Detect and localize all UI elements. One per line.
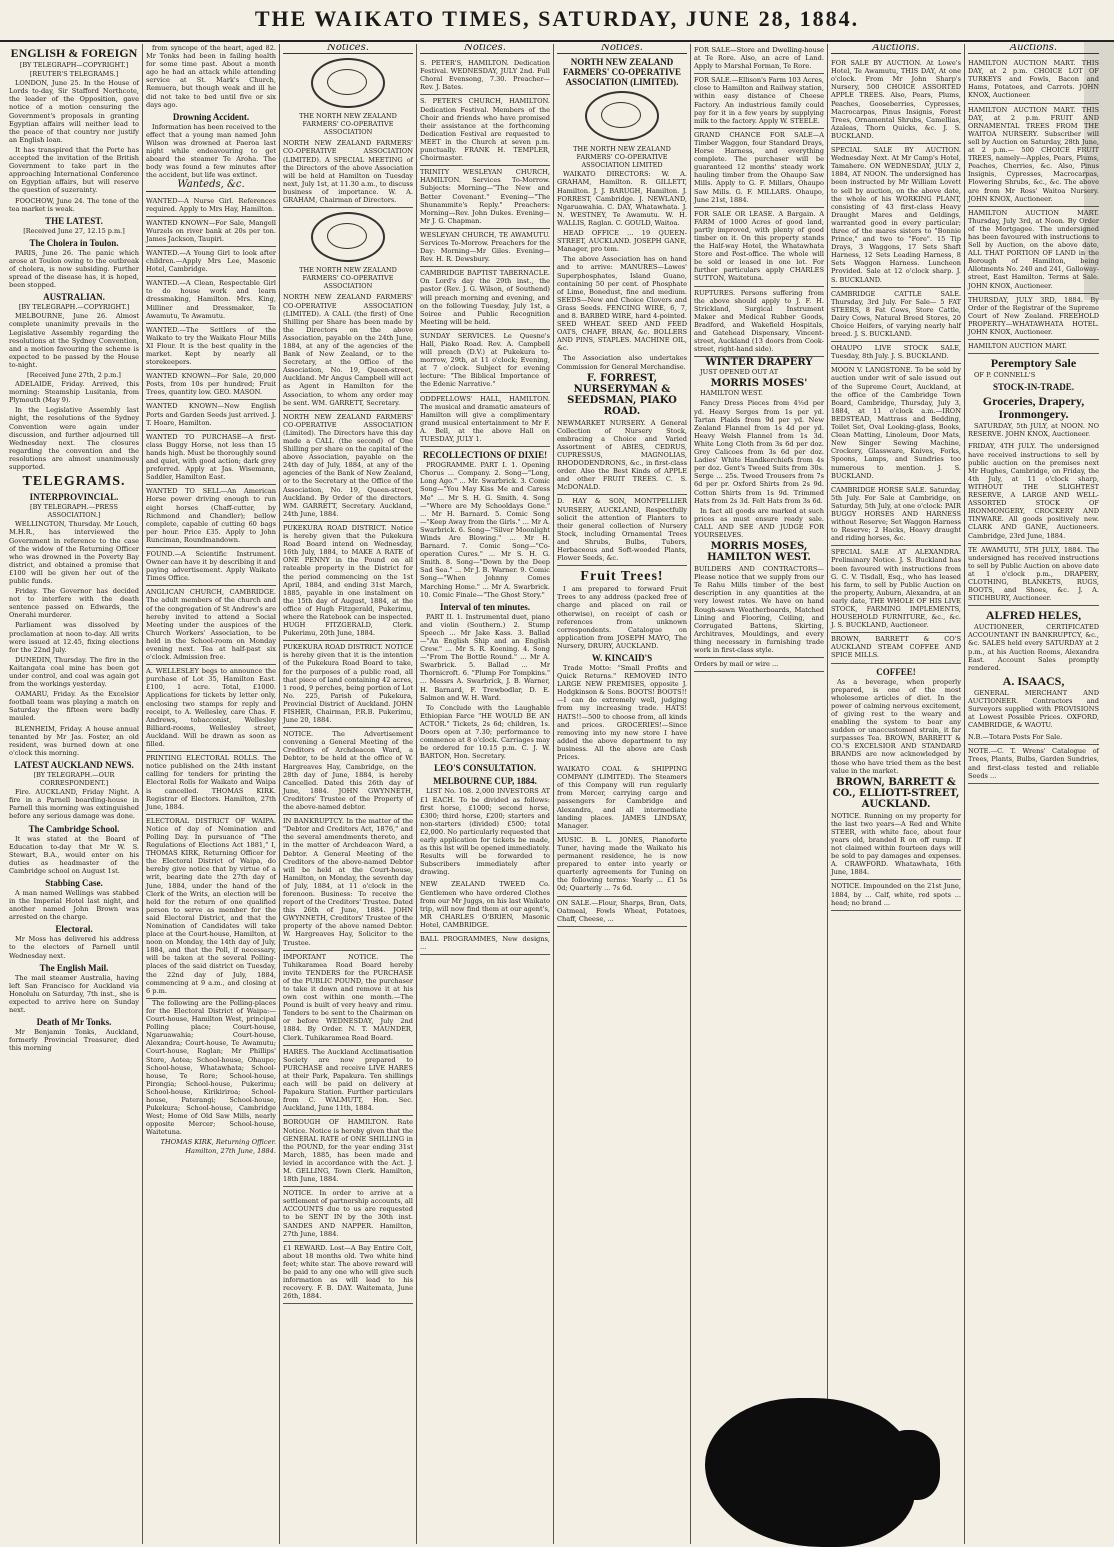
advertisement: N.B.—Totara Posts For Sale. (968, 731, 1099, 745)
section-heading: THE LATEST. (45, 215, 103, 226)
section-heading: TELEGRAMS. (22, 474, 126, 490)
article-paragraph: The following are the Polling-places for the Electoral District of Waipa:—Court-house, Hamilton West, principal Polling place; Court-house, Ngaruawahia; Court-house, Alexandra; Court-house, Te Awamutu; Court-house, Raglan; Mr Phillips' Store, Aotea; School-house, Ohaupo; School-house, Whatawhata; School-house, Te Rore; School-house, Pirongia; School-house, Pukerimu; School-house, Kirikiriroa; School-house, Paterangi; School-house, Pukekura; School-house, Cambridge West; Home of Old Saw Mills, nearly opposite Mercer; School-house, Waitetuna. (146, 998, 276, 1137)
advertisement: BROWN, BARRETT & CO'S AUCKLAND STEAM COFFEE AND SPICE MILLS. (831, 633, 961, 663)
section-heading: A. ISAACS, (1002, 673, 1065, 688)
advertisement: WANTED TO SELL—An American Horse power driving enough to run eight horses (Chaff-cutter, by Richmond and Chandler); bellow complete, capable of cutting 60 bags per hour. Price £35. Apply to John Runciman, Roundmandown. (146, 485, 276, 548)
article-paragraph: The mail steamer Australia, having left San Francisco for Auckland via Honolulu on Saturday, 7th inst., she is expected to arrive here on Sunday next. (9, 973, 139, 1014)
article-paragraph: As a beverage, when properly prepared, is one of the most wholesome articles of diet. In the power of calming nervous excitement, of giving rest to the weary and enabling the system to bear any sudden or unaccustomed strain, it far surpasses Tea. BROWN, BARRETT & CO.'S EXCELSIOR AND STANDARD BRANDS are now acknowledged by those who have tried them as the best value in the market. (831, 677, 961, 775)
association-seal-icon (585, 91, 659, 141)
advertisement: HAMILTON AUCTION MART. Thursday, July 3rd, at Noon. By Order of the Mortgagee. The undersigned has been favoured with instructions to Sell by Auction, on the above date, ALL THAT PORTION OF LAND in the Borough of Hamilton, being Allotments No. 240 and 241, Galloway-street, East Hamilton. Terms at Sale. JOHN KNOX, Auctioneer. (968, 207, 1099, 294)
advertisement: WAIKATO COAL & SHIPPING COMPANY (LIMITED). The Steamers of this Company will run regularly from Mercer, carrying cargo and passengers for Cambridge and Alexandra, and all intermediate landing places. JAMES LINDSAY, Manager. (557, 763, 687, 834)
section-heading: The English Mail. (39, 962, 109, 973)
article-paragraph: from syncope of the heart, aged 82. Mr Tonks had been in failing health for some time past. About a month ago he had an attack while attending service at St. Mark's Church, Remuera, but though weak and ill he did not take to bed until five or six days ago. (146, 44, 276, 109)
advertisement: ELECTORAL DISTRICT OF WAIPA. Notice of day of Nomination and Polling Day. In pursuance of "The Regulations of Elections Act 1881," I, THOMAS KIRK, Returning Officer for the Electoral District of Waipa, do hereby give notice that by virtue of a writ, bearing date the 27th day of June, 1884, under the hand of the Clerk of the Writs, an election will be held for the return of one qualified person to serve as member for the said Electoral District, and that the Nomination of Candidates will take place at the Court-house, Hamilton, at noon on Monday, the 14th day of July, 1884, and that the Poll, if necessary, will be taken at the several Polling-places of the said district on Tuesday, the 22nd day of July, 1884, commencing at 9 a.m., and closing at 6 p.m. (146, 815, 276, 999)
advertisement: D. HAY & SON, MONTPELLIER NURSERY, AUCKLAND, Respectfully solicit the attention of Planters to their general collection of Nursery Stock, including Ornamental Trees and Shrubs, Bulbs, Tubers, Herbaceous and Soft-wooded Plants, Flower Seeds, &c. (557, 495, 687, 566)
section-heading: Death of Mr Tonks. (36, 1017, 112, 1028)
section-heading: Groceries, Drapery, Ironmongery. (982, 394, 1085, 422)
advertisement: NOTICE. The Advertisement convening a General Meeting of the Creditors of Archdeacon Ward, a Debtor, to be held at the office of W. Hargreaves Hay, Cambridge, on the 28th day of June, 1884, is hereby Cancelled. Dated this 26th day of June, 1884. JOHN GWYNNETH, Creditors' Trustee of the Property of the above-named debtor. (283, 728, 413, 815)
article-paragraph: WAIKATO DIRECTORS: W. A. GRAHAM, Hamilton. R. GILLETT, Hamilton. J. J. BARUGH, Hamilton. J. FORREST, Cambridge. J. NEWLAND, Ngaruawahia. C. DAY, Whatawhata. J. N. WESTNEY, Te Awamutu. W. H. WALLIS, Raglan. C. GOULD, Waitoa. (557, 170, 687, 227)
advertisement: NEW ZEALAND TWEED Co. Gentlemen who have ordered Clothes from our Mr Juggs, on his last Waikato trip, will now find them at our agent's, MR CHARLES O'BRIEN, Masonic Hotel, CAMBRIDGE. (420, 878, 550, 933)
advertisement: RUPTURES. Persons suffering from the above should apply to J. F. H. Strickland, Surgical Instrument Maker and Medical Rubber Goods, Bradford, and Wakefield Hospitals, and Gatehead Dispensary, Vincent-street, Auckland (13 doors from Cook-street, right-hand side). (694, 287, 824, 358)
page-columns (6, 44, 1110, 1544)
advertisement: THURSDAY, JULY 3RD, 1884. By Order of the Registrar of the Supreme Court of New Zealand. FREEHOLD PROPERTY—WHATAWHATA HOTEL. JOHN KNOX, Auctioneer. (968, 294, 1099, 340)
dateline: [BY TELEGRAPH.—OUR CORRESPONDENT.] (33, 770, 115, 788)
advertisement: FRIDAY, 4TH JULY. The undersigned have received instructions to sell by public auction on the premises next Mr Hughes, Cambridge, on Friday, the 4th July, at 11 o'clock sharp, WITHOUT THE SLIGHTEST RESERVE, A LARGE AND WELL-ASSORTED STOCK OF IRONMONGERY, CROCKERY AND TINWARE. All goods positively new. CLARK AND GANE, Auctioneers. Cambridge, 23rd June, 1884. (968, 440, 1099, 543)
advertisement: FOR SALE.—Ellison's Farm 103 Acres, close to Hamilton and Railway station, within easy distance of Cheese Factory. An industrious family could pay for it in a few years by supplying milk to the factory. Apply W. STEELE. (694, 74, 824, 129)
advertisement: FOUND.—A Scientific Instrument. Owner can have it by describing it and paying advertisement. Apply Waikato Times Office. (146, 548, 276, 586)
advertisement: WANTED.—A Clean, Respectable Girl to do house work and learn dressmaking, Hamilton. Mrs. King, Milliner and Dressmaker, Te Awamutu, Te Awamutu. (146, 277, 276, 323)
article-paragraph: Mr Benjamin Tonks, Auckland, formerly Provincial Treasurer, died this morning (9, 1028, 139, 1053)
advertisement: S. PETER'S, HAMILTON. Dedication Festival. WEDNESDAY, JULY 2nd. Full Choral Evensong, 7.30. Preacher—Rev. J. Bates. (420, 57, 550, 95)
masthead (0, 0, 1114, 42)
dateline: [Received June 27, 12.15 p.m.] (23, 226, 125, 235)
advertisement: £1 REWARD. Lost—A Bay Entire Colt, about 18 months old. Two white hind feet; white star. The above reward will be paid to any one who will give such information as will lead to his recovery. F. B. DAY. Waitemata, June 26th, 1884. (283, 1242, 413, 1305)
column-2 (143, 44, 280, 1544)
advertisement: NOTICE. Running on my property for the last two years—A Red and White STEER, with white face, about four years old, branded R on off rump. If not claimed within fourteen days will be sold to pay damages and expenses. A. CRAWFORD. Whatawhata, 16th June, 1884. (831, 810, 961, 881)
section-label: Wanteds, &c. (146, 181, 276, 191)
article-paragraph: Parliament was dissolved by proclamation at noon to-day. All writs were issued at 12.45, fixing elections for the 22nd July. (9, 621, 139, 654)
article-paragraph: HAMILTON WEST. (700, 389, 764, 398)
section-heading: NORTH NEW ZEALAND FARMERS' CO-OPERATIVE ASSOCIATION (LIMITED). (563, 57, 681, 88)
article-paragraph: Mr Moss has delivered his address to the electors of Parnell until Wednesday next. (9, 935, 139, 960)
section-heading: Drowning Accident. (172, 111, 250, 122)
advertisement: ON SALE.—Flour, Sharps, Bran, Oats, Oatmeal, Fowls Wheat, Potatoes, Chaff, Cheese, ... (557, 897, 687, 927)
article-paragraph: JUST OPENED OUT AT (700, 368, 779, 377)
advertisement: HAMILTON AUCTION MART. (968, 340, 1099, 354)
advertisement: SPECIAL SALE AT ALEXANDRA. Preliminary Notice. J. S. Buckland has been favoured with instructions from G. C. V. Tisdall, Esq., who has leased his farm, to sell by Public Auction on the property, Auburn, Alexandra, at an early date, THE WHOLE OF HIS LIVE STOCK, FARMING IMPLEMENTS, HOUSEHOLD FURNITURE, &c., &c. J. S. BUCKLAND, Auctioneer. (831, 546, 961, 633)
seal-block (283, 58, 413, 136)
article-paragraph: LONDON, June 25. In the House of Lords to-day, Sir Stafford Northcote, the leader of the Opposition, gave notice of a motion censuring the Government's proposals in granting Egyptian affairs will neither lead to the peace of that country nor justify an English loan. (9, 79, 139, 144)
torn-corner (1084, 40, 1114, 300)
advertisement: WANTED.—The Settlers of the Waikato to try the Waikato Flour Mills XI Flour. It is the best quality in the market. Kept by nearly all storekeepers. (146, 324, 276, 370)
advertisement: CAMBRIDGE BAPTIST TABERNACLE. On Lord's day the 29th inst., the pastor (Rev. J. G. Wilson, of Southend) will preach morning and evening, and on the following Tuesday, July 1st, a Soiree and Public Recognition Meeting will be held. (420, 267, 550, 330)
seal-caption: THE NORTH NEW ZEALAND FARMERS' CO-OPERATIVE ASSOCIATION LIMITED (573, 145, 671, 170)
article-paragraph: WELLINGTON, Thursday. Mr Louch, M.H.R., has interviewed the Government in reference to the case of the widow of the Returning Officer who was drowned in the Poverty Bay district, and obtained a promise that £100 will be given her out of the public funds. (9, 520, 139, 585)
column-1 (6, 44, 143, 1544)
article-paragraph: Fire. AUCKLAND, Friday Night. A fire in a Parnell boarding-house in Parnell this morning was extinguished before any serious damage was done. (9, 788, 139, 821)
advertisement: WANTED KNOWN—For Sale, 20,000 Posts, from 10s per hundred; Fruit Trees, quantity low. GEO. MASON. (146, 370, 276, 400)
advertisement: SPECIAL SALE BY AUCTION. Wednesday Next. At Mr Camp's Hotel, Tamahere. ON WEDNESDAY, JULY 2, 1884, AT NOON. The undersigned has been instructed by Mr William Lovett to sell by auction, on the above date, the whole of his WORKING PLANT, consisting of 43 first-class Heavy Draught Mares and Geldings, warranted good in every particular; three of the mares sisters to "Bonnie Prince," and two to "Fore". 15 Tip Drays, 3 Waggons, 17 Sets Shaft Harness, 12 Sets Leading Harness, 8 Sets Waggon Harness. Luncheon Provided. Sale at 12 o'clock sharp. J. S. BUCKLAND. (831, 144, 961, 288)
article-paragraph: HEAD OFFICE ... 19 QUEEN-STREET, AUCKLAND. JOSEPH GANE, Manager, pro tem. (557, 229, 687, 254)
advertisement: TRINITY WESLEYAN CHURCH, HAMILTON. Services To-Morrow. Subjects: Morning—"The New and Better Covenant." Evening—"The Shunammite's Reply." Preachers: Morning—Rev. John Dukes. Evening—Mr J. G. Chapman. (420, 166, 550, 229)
advertisement: ODDFELLOWS' HALL, HAMILTON. The musical and dramatic amateurs of Hamilton will give a complimentary grand musical entertainment to Mr F. A. Bell, at the above Hall on TUESDAY, JULY 1. (420, 393, 550, 448)
advertisement: WESLEYAN CHURCH, TE AWAMUTU. Services To-Morrow. Preachers for the Day: Morning—Mr Giles. Evening—Rev. H. R. Dewsbury. (420, 229, 550, 267)
article-paragraph: PARIS, June 26. The panic which arose at Toulon owing to the outbreak of cholera, is now subsiding. Further spread of the disease has, it is hoped, been stopped. (9, 248, 139, 290)
section-heading: ALFRED HELES, (985, 608, 1082, 623)
column-6 (691, 44, 828, 1544)
advertisement: NORTH NEW ZEALAND FARMERS' CO-OPERATIVE ASSOCIATION (Limited). The Directors have this day made a CALL (the second) of One Shilling per share on the capital of the above Association, payable on the 24th day of July, 1884, at any of the agencies of the Bank of New Zealand, or to the Secretary at the Office of the Association, No. 19, Queen-street, Auckland. By Order of the directors. WM. GARRETT, Secretary. Auckland, 24th June, 1884. (283, 411, 413, 522)
article-paragraph: PROGRAMME. PART I. 1. Opening Chorus ... Company. 2. Song—"Long, Long Ago." ... Mr. Swarbrick. 3. Comic Song—"You May Kiss Me and Caress Me" ... Mr S. H. G. Smith. 4. Song—"Where are My Schooldays Gone." ... Mr H. Barnard. 5. Comic Song—"Keep Away from the Girls." ... Mr A. Swarbrick. 6. Song—"Silver Moonlight Winds Are Blowing." ... Mr H. Barnard. 7. Comic Song—"Co-operation Cures." ... Mr S. H. G. Smith. 8. Song—"Down by the Deep Sad Sea." ... Mr J. B. Warner. 9. Comic Song—"When Johnny Comes Marching Home." ... Mr A. Swarbrick. 10. Comic Finale—"The Ghost Story." (420, 461, 550, 599)
article-paragraph: Trade Motto: "Small Profits and Quick Returns." REMOVED INTO LARGE NEW PREMISES, opposite J. Hodgkinson & Sons. BOOTS! BOOTS!!—I can do extremely well, judging from my increasing trade. HATS! HATS!!—500 to choose from, all kinds and prices. GROCERIES!—Since removing into my new store I have added the above department to my business. All the above are Cash Prices. (557, 663, 687, 761)
column-4 (417, 44, 554, 1544)
display-heading: MORRIS MOSES, HAMILTON WEST. (707, 541, 811, 564)
advertisement: BOROUGH OF HAMILTON. Rate Notice. Notice is hereby given that the GENERAL RATE of ONE SHILLING in the POUND, for the year ending 31st March, 1885, has been made and levied in accordance with the Act. J. M. GELLING, Town Clerk. Hamilton, 18th June, 1884. (283, 1116, 413, 1187)
advertisement: NORTH NEW ZEALAND FARMERS' CO-OPERATIVE ASSOCIATION (LIMITED). A CALL (the first) of One Shilling per Share has been made by the Directors on the above Association, payable on the 24th June, 1884, at any of the agencies of the Bank of New Zealand, or to the Secretary, at the Office of the Association, No. 19, Queen-street, Auckland. Mr Angus Campbell will act as Agent in Hamilton for the Association, to whom any order may be sent. WM. GARRETT, Secretary. (283, 291, 413, 410)
section-heading: AUSTRALIAN. (43, 292, 105, 303)
article-paragraph: Fancy Dress Pieces from 4½d per yd. Heavy Serges from 1s per yd. Tartan Plaids from 9d per yd. New Zealand Flannel from 1s 4d per yd. Heavy Welsh Flannel from 1s 3d. White Long Cloth from 3s 6d per doz. Grey Calicoes from 3s 6d per doz. Ladies' White Handkerchiefs from 4s per doz. Gent's Tweed Suits from 30s. Serge ... 25s. Tweed Trousers from 7s 6d per pr. Oxford Shirts from 2s 9d. Cotton Shirts from 1s 9d. Trimmed Hats from 2s 3d. Felt Hats from 3s 6d. (694, 399, 824, 505)
section-heading: INTERPROVINCIAL. (29, 492, 119, 503)
section-heading: Stabbing Case. (45, 877, 103, 888)
dateline: [BY TELEGRAPH.—COPYRIGHT.] (18, 303, 130, 312)
section-heading: COFFEE! (876, 666, 916, 677)
advertisement: S. PETER'S CHURCH, HAMILTON. Dedication Festival. Members of the Choir and friends who have promised their assistance at the forthcoming Dedication Festival are requested to MEET in the Church at seven p.m. punctually. FRANK H. TEMPLER, Choirmaster. (420, 95, 550, 166)
seal-caption: THE NORTH NEW ZEALAND FARMERS' CO-OPERATIVE ASSOCIATION (299, 266, 397, 291)
advertisement: WANTED TO PURCHASE—A first-class Buggy Horse, not less than 15 hands high. Must be thoroughly sound and quiet, with good action; dark grey preferred. Apply at Jas. Wisemann, Saddler, Hamilton East. (146, 431, 276, 486)
column-section-label: Notices. (557, 44, 687, 54)
advertisement: ANGLICAN CHURCH, CAMBRIDGE. The adult members of the church and of the congregation of St Andrew's are hereby invited to attend a Social Meeting under the auspices of the Church Workers' Association, to be held in the School-room on Monday evening next. Tea at half-past six o'clock. Admission free. (146, 586, 276, 665)
dateline: [BY TELEGRAPH—COPYRIGHT.] (19, 61, 129, 69)
display-heading: BROWN, BARRETT & CO., ELLIOTT-STREET, AUCKLAND. (832, 776, 960, 810)
article-paragraph: SATURDAY, 5th JULY, at NOON. NO RESERVE. JOHN KNOX, Auctioneer. (968, 422, 1099, 439)
advertisement: WANTED—A Nurse Girl. References required. Apply to Mrs Hay, Hamilton. (146, 195, 276, 217)
section-heading: Fruit Trees! (580, 569, 664, 585)
advertisement: NORTH NEW ZEALAND FARMERS' CO-OPERATIVE ASSOCIATION (LIMITED). A SPECIAL MEETING of the Directors of the above Association will be held at Hamilton on Tuesday next, July 1st, at 11.30 a.m., to discuss business of importance. W. A. GRAHAM, Chairman of Directors. (283, 137, 413, 208)
article-paragraph: In fact all goods are marked at such prices as must ensure ready sale. CALL AND SEE AND JUDGE FOR YOURSELVES. (694, 506, 824, 539)
column-8 (965, 44, 1102, 1544)
advertisement: FOR SALE OR LEASE. A Bargain. A FARM of 1000 Acres of good land, partly improved, with plenty of good timber on it. On this property stands the Half-way Hotel, the Whatawhata Store and Post-office. The whole will be sold or leased in one lot. For further particulars apply CHARLES SUTTON, Waitetuna. (694, 208, 824, 287)
association-seal-icon (311, 212, 385, 262)
advertisement: WANTED KNOWN—For Sale, Mangell Wurzels on river bank at 20s per ton. James Jackson, Taupiri. (146, 217, 276, 247)
advertisement: NOTICE. In order to arrive at a settlement of partnership accounts, all ACCOUNTS due to us are requested to be SENT IN by the 30th inst. SANDES AND NAPPER. Hamilton, 27th June, 1884. (283, 1187, 413, 1242)
advertisement: NOTE.—C. T. Wrens' Catalogue of Trees, Plants, Bulbs, Garden Sundries, and first-class tested and reliable Seeds ... (968, 745, 1099, 783)
advertisement: PUKEKURA ROAD DISTRICT. Notice is hereby given that the Pukekura Road Board intend on Wednesday, 16th July, 1884, to MAKE A RATE of ONE PENNY in the Pound on all rateable property in the District for the period commencing on the 1st April, 1884, and ending 31st March, 1885, payable in one instalment on the 15th day of August, 1884, at the office of Hugh Fitzgerald, Pukerimu, where the Ratebook can be inspected. HUGH FITZGERALD, Clerk. Pukerimu, 20th June, 1884. (283, 522, 413, 641)
advertisement: Orders by mail or wire ... (694, 658, 824, 672)
column-section-label: Notices. (283, 44, 413, 54)
article-paragraph: FOOCHOW, June 24. The tone of the tea market is weak. (9, 196, 139, 213)
article-paragraph: A man named Wellings was stabbed in the Imperial Hotel last night, and another named John Brown was arrested on the charge. (9, 888, 139, 922)
seal-block (283, 212, 413, 290)
article-paragraph: OAMARU, Friday. As the Excelsior football team was playing a match on Saturday the fifteen were badly mauled. (9, 690, 139, 723)
column-section-label: Auctions. (831, 44, 961, 54)
article-paragraph: It was stated at the Board of Education to-day that Mr W. S. Stewart, B.A., would enter on his duties as headmaster of the Cambridge school on August 1st. (9, 834, 139, 875)
advertisement: OHAUPO LIVE STOCK SALE, Tuesday, 8th July. J. S. BUCKLAND. (831, 342, 961, 364)
column-3 (280, 44, 417, 1544)
advertisement: CAMBRIDGE HORSE SALE. Saturday, 5th July. For Sale at Cambridge, on Saturday, 5th July, at one o'clock: PAIR BUGGY HORSES AND HARNESS without Reserve; Set Waggon Harness to Reserve; 2 Hacks, Heavy draught and riding horses, &c. (831, 484, 961, 547)
section-heading: Peremptory Sale (990, 356, 1077, 371)
article-paragraph: The above Association has on hand and to arrive: MANURES—Lawes' Superphosphates, Island Guano, containing 50 per cent. of Phosphate of Lime, Bonedust, fine and medium. SEEDS—New and Choice Clovers and Grass Seeds. FENCING WIRE, 6, 7, and 8. BARBED WIRE, hard 4-pointed. SEED WHEAT. SEED AND FEED OATS, CHAFF, BRAN, &c. BOLLERS AND PINS, STAPLES. MACHINE OIL, &c. (557, 255, 687, 353)
dateline: [BY TELEGRAPH.—PRESS ASSOCIATION.] (30, 503, 118, 520)
article-paragraph: BLENHEIM, Friday. A house annual tenanted by Mr Jas. Foster, an old resident, was burned down at one o'clock this morning. (9, 724, 139, 757)
advertisement: MUSIC. B. L. JONES, Pianoforte Tuner, having made the Waikato his permanent residence, he is now prepared to enter into yearly or quarterly agreements for Tuning on the following terms: Yearly ... £1 5s 0d; Quarterly ... 7s 6d. (557, 834, 687, 897)
advertisement: BUILDERS AND CONTRACTORS—Please notice that we supply from our Te Rahu Mills timber of the best description in any quantities at the very lowest rates. We have on hand Rough-sawn Weatherboards, Matched Lining and Flooring, Ceiling, and Corrugated Battens, Skirting, Architraves, Mouldings, and every thing necessary in furnishing trade work in first-class style. (694, 563, 824, 658)
article-paragraph: PART II. 1. Instrumental duet, piano and violin (Southern.) 2. Stump Speech ... Mr Jake Kass. 3. Ballad—"An English Ship and an English Crew." ... Mr S. R. Koening. 4. Song—"From The Bottle Round." ... Mr A. Swarbrick. 5. Ballad ... Mr Thornicroft. 6. "Plump For Tompkins." ... Messrs A. Swarbrick, J. B. Warner, H. Barnard, F. Trewbodlar, D. E. Salmon and W. H. Ward. (420, 612, 550, 702)
advertisement: WANTED KNOWN—New English Ports and Garden Seeds just arrived. J. T. Hoare, Hamilton. (146, 400, 276, 430)
section-heading: RECOLLECTIONS OF DIXIE! (422, 450, 548, 461)
advertisement: PRINTING ELECTORAL ROLLS. The notice published on the 24th instant calling for tenders for printing the Electoral Rolls for Waikato and Waipa is cancelled. THOMAS KIRK. Registrar of Electors. Hamilton, 27th June, 1884. (146, 752, 276, 815)
article-paragraph: Friday. The Governor has decided not to interfere with the death sentence passed on Edwards, the Onerahi murderer. (9, 587, 139, 620)
section-heading: Interval of ten minutes. (440, 601, 530, 612)
advertisement: MOON V. LANGSTONE. To be sold by auction under writ of sale issued out of the Supreme Court, Auckland, at the office of the Cambridge Town Board, Cambridge, Thursday, July 3, 1884, at 11 o'clock a.m.—IRON BEDSTEAD, Mattrass and Bedding, Toilet Set, Oval Looking-glass, Books, Clean Matting, Linoleum, Door Mats, New Singer Sewing Machine, Crockery, Glassware, Knives, Forks, Spoons, Lamps, and Sundries too numerous to mention. J. S. BUCKLAND. (831, 364, 961, 483)
display-heading: F. FORREST, NURSERYMAN & SEEDSMAN, PIAKO ROAD. (567, 372, 677, 417)
advertisement: NOTICE. Impounded on the 21st June, 1884, by ... Calf, white, red spots ... head; no brand ... (831, 880, 961, 910)
dateline: [Received June 27th, 2 p.m.] (27, 371, 121, 379)
advertisement: HARES. The Auckland Acclimatisation Society are now prepared to PURCHASE and receive LIVE HARES at their Park, Papakura. Ten shillings each will be paid on delivery at Papakura Station. Further particulars from C. WALMUTT, Hon. Sec. Auckland, June 11th, 1884. (283, 1046, 413, 1117)
advertisement: TE AWAMUTU, 5TH JULY, 1884. The undersigned has received instructions to sell by Public Auction on above date at 1 o'clock p.m., DRAPERY, CLOTHING, BLANKETS, RUGS, BOOTS, and Shoes, &c. J. A. STICHBURY, Auctioneer. (968, 544, 1099, 607)
article-paragraph: It has transpired that the Porte has accepted the invitation of the British Government to take part in the approaching International Conference on Egyptian affairs, but will reserve the question of suzerainty. (9, 145, 139, 195)
column-section-label: Notices. (420, 44, 550, 54)
article-paragraph: OF P. CONNELL'S (974, 371, 1036, 380)
article-paragraph: MELBOURNE, June 26. Almost complete unanimity prevails in the Legislative Assembly regarding the resolutions at the Sydney Convention, and a motion favouring the scheme is expected to be passed by the House to-night. (9, 312, 139, 369)
article-paragraph: I am prepared to forward Fruit Trees to any address (packed free of charge and placed on rail or otherwise), on receipt of cash or references from unknown correspondents. Catalogue on application from JOSEPH MAYO, The Nursery, DRURY, AUCKLAND. (557, 585, 687, 650)
article-paragraph: Information has been received to the effect that a young man named John Wilson was drowned at Paeroa last night while endeavouring to get aboard the steamer Te Aroha. The body was found a few minutes after the accident, but life was extinct. (146, 122, 276, 180)
display-heading: WINTER DRAPERY (705, 357, 813, 369)
section-heading: Electoral. (55, 924, 93, 935)
article-paragraph: DUNEDIN, Thursday. The fire in the Kaitangata coal mine has been got under control, and coal was again got from the workings yesterday. (9, 655, 139, 689)
section-heading: LATEST AUCKLAND NEWS. (14, 759, 134, 770)
newspaper-title: THE WAIKATO TIMES, SATURDAY, JUNE 28, 1884. (254, 6, 860, 31)
article-paragraph: In the Legislative Assembly last night, the resolutions of the Sydney Convention were again under discussion, and further adjourned till Wednesday next. The closures regarding the convention and the resolutions are almost unanimously supported. (9, 406, 139, 472)
advertisement: NEWMARKET NURSERY. A General Collection of Nursery Stock, embracing a Choice and Varied Assortment of ABIES, CEDRUS, CUPRESSUS, MAGNOLIAS, RHODODENDRONS, &c., in first-class order. Also the Best Kinds of APPLE and other FRUIT TREES. C. S. McDONALD. (557, 417, 687, 496)
article-paragraph: GENERAL MERCHANT AND AUCTIONEER. Contractors and Surveyors supplied with PROVISIONS at Lowest Possible Prices. OXFORD, CAMBRIDGE, & WAOTU. (968, 688, 1099, 730)
section-heading: ENGLISH & FOREIGN (10, 46, 138, 60)
article-paragraph: The Association also undertakes Commission for General Merchandise. (557, 354, 687, 371)
advertisement: IMPORTANT NOTICE. The Tuhikaramea Road Board hereby invite TENDERS for the PURCHASE of the PUBLIC POUND, the purchaser to take it down and remove it at his own cost within one month.—The Pound is built of very heavy and rimu. Tenders to be sent to the Chairman on or before WEDNESDAY, July 2nd 1884. By Order. N. T. MAUNDER, Clerk. Tuhikaramea Road Board. (283, 951, 413, 1046)
advertisement: IN BANKRUPTCY. In the matter of the "Debtor and Creditors Act, 1876," and the several amendments thereto, and in the matter of Archdeacon Ward, a Debtor. A General Meeting of the Creditors of the above-named Debtor will be held at the Court-house, Hamilton, on Monday, the seventh day of July, 1884, at 11 o'clock in the forenoon. Business: To receive the report of the Creditors' Trustee. Dated this 26th of June, 1884. JOHN GWYNNETH, Creditors' Trustee of the property of the above named Debtor. W. Hargreaves Hay, Solicitor to the Trustee. (283, 815, 413, 951)
section-heading: MELBOURNE CUP, 1884. (433, 776, 537, 787)
section-heading: The Cambridge School. (28, 823, 120, 834)
section-heading: W. KINCAID'S (591, 652, 653, 663)
section-heading: STOCK-IN-TRADE. (992, 382, 1075, 393)
dateline: [REUTER'S TELEGRAMS.] (29, 70, 119, 79)
signature: THOMAS KIRK, Returning Officer. Hamilton, 27th June, 1884. (160, 1138, 276, 1155)
display-heading: MORRIS MOSES' (710, 378, 808, 390)
advertisement: HAMILTON AUCTION MART. THIS DAY, at 2 p.m. FRUIT AND ORNAMENTAL TREES FROM THE WAITOA NURSERY. Subscriber will sell by Auction on Saturday, 28th June, at 2 p.m.— 500 CHOICE FRUIT TREES, namely—Apples, Pears, Plums, Peaches, Cherries, &c. Also, Pinus Insignis, Cypresses, Macrocarpas, Flowering Shrubs, &c., &c. The above are from Mr Ross' Waitoa Nursery. JOHN KNOX, Auctioneer. (968, 104, 1099, 207)
advertisement: FOR SALE BY AUCTION. At Lowe's Hotel, Te Awamutu, THIS DAY, At one o'clock. From Mr John Sharp's Nursery, 500 CHOICE ASSORTED APPLE TREES. Also, Pears, Plums, Peaches, Gooseberries, Cypresses, Macrocarpas, Pinus Insignis, Forest Trees, Ornamental Shrubs, Camellias, Azaleas, Thorn Quicks, &c. J. S. BUCKLAND. (831, 57, 961, 144)
advertisement: WANTED.—A Young Girl to look after children.—Apply Mrs Lee, Masonic Hotel, Cambridge. (146, 247, 276, 277)
advertisement: GRAND CHANCE FOR SALE—A Timber Waggon, four Standard Drays, Horse Harness, and everything complete. The purchaser will be guaranteed 12 months' steady work hauling timber from the Ohaupo Saw Mills. Apply to G. F. Millars, Ohaupo Saw Mills. G. F. MILLARS. Ohaupo, June 21st, 1884. (694, 129, 824, 208)
advertisement: FOR SALE—Store and Dwelling-house at Te Rore. Also, an acre of Land. Apply to Marshal Forman, Te Rore. (694, 44, 824, 74)
column-section-label: Auctions. (968, 44, 1099, 54)
advertisement: SUNDAY SERVICES. Le Quesne's Hall, Piako Road. Rev. A. Campbell will preach (D.V.) at Pukekura to-morrow, 29th, at 11 o'clock; Evening, at 7 o'clock. Subject for evening lecture: "The Biblical Importance of the Edenic Narrative." (420, 330, 550, 393)
article-paragraph: LIST No. 108. 2,000 INVESTORS AT £1 EACH. To be divided as follows: first horse, £1000; second horse, £300; third horse, £200; starters and non-starters (divided) £500; total £2,000. No particularly requested that early application for tickets be made, as this list will be opened immediately. Results will be forwarded to Subscribers immediately after drawing. (420, 787, 550, 877)
advertisement: A. WELLESLEY begs to announce the purchase of Lot 35, Hamilton East. £100, 1 acre. Total, £1000. Applications for tickets by letter only, enclosing two stamps for reply and receipt, to A. Wellesley, care Chas. F. Andrews, tobacconist, Wellesley Billiard-rooms, Wellesley street, Auckland. Will be drawn as soon as filled. (146, 665, 276, 752)
advertisement: BALL PROGRAMMES, New designs, ... (420, 933, 550, 955)
column-5 (554, 44, 691, 1544)
association-seal-icon (311, 58, 385, 108)
advertisement: CAMBRIDGE CATTLE SALE. Thursday, 3rd July. For Sale— 5 FAT STEERS, 8 Fat Cows, Store Cattle, Dairy Cows, Natural Breed Stores, 20 Choice Heifers, of varying nearly half breed. J. S. BUCKLAND. (831, 288, 961, 343)
article-paragraph: AUCTIONEER, CERTIFICATED ACCOUNTANT IN BANKRUPTCY, &c., &c. SALES held every SATURDAY at 2 p.m., at his Auction Rooms, Alexandra East. Account Sales promptly rendered. (968, 623, 1099, 672)
seal-block (557, 91, 687, 169)
column-7 (828, 44, 965, 1544)
section-heading: The Cholera in Toulon. (29, 237, 119, 248)
seal-caption: THE NORTH NEW ZEALAND FARMERS' CO-OPERATIVE ASSOCIATION (299, 112, 397, 137)
article-paragraph: To Conclude with the Laughable Ethiopian Farce "HE WOULD BE AN ACTOR." Tickets, 2s 6d; children, 1s. Doors open at 7.30; performance to commence at 8 o'clock. Carriages may be ordered for 10.15 p.m. C. J. W. BARTON, Hon. Secretary. (420, 703, 550, 761)
section-heading: LEO'S CONSULTATION. (434, 763, 536, 774)
advertisement: HAMILTON AUCTION MART. THIS DAY, at 2 p.m. CHOICE LOT OF TURKEYS and Fowls, Bacon and Hams, Potatoes, and Carrots. JOHN KNOX, Auctioneer. (968, 57, 1099, 103)
advertisement: PUKEKURA ROAD DISTRICT. NOTICE is hereby given that it is the intention of the Pukekura Road Board to take, for the purposes of a public road, all that piece of land containing 42 acres, 1 rood, 9 perches, being portion of Lot No. 225, Parish of Pukekura, Provincial District of Auckland. JOHN FISHER, Chairman, P.R.B. Pukerimu, June 20, 1884. (283, 641, 413, 728)
article-paragraph: ADELAIDE, Friday. Arrived, this morning: Steamship Lusitania, from Plymouth (May 9). (9, 380, 139, 405)
